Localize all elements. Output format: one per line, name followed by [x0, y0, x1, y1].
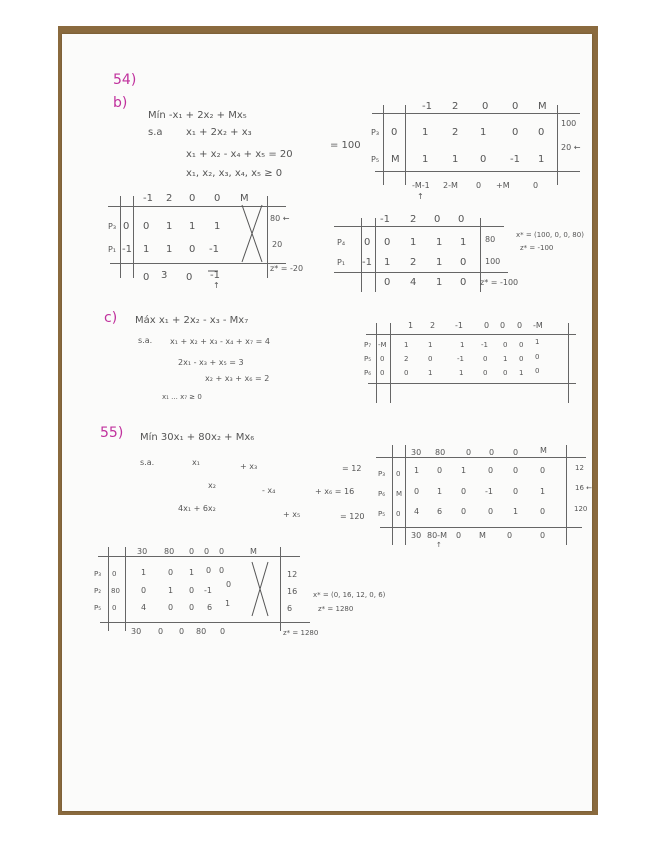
tableau-header-cell: 0 [219, 547, 225, 556]
tableau-rhs-cell: 6 [287, 604, 293, 613]
tableau-footer-cell: -M-1 [412, 181, 430, 190]
optimal-solution-x: x* = (100, 0, 0, 80) [516, 231, 584, 239]
part-b-constraint-1: x₁ + 2x₂ + x₃ [186, 127, 252, 138]
tableau-cost-cell: -M [378, 341, 387, 349]
problem-55-c2-lhs: x₂ [208, 481, 216, 490]
tableau-cell: 0 [480, 154, 487, 165]
tableau-cell: 1 [460, 237, 467, 248]
tableau-footer-cell: 0 [507, 531, 513, 540]
part-b-sa: s.a [148, 127, 163, 138]
tableau-basis-cell: P₁ [337, 258, 346, 267]
tableau-rhs-cell: 100 [561, 119, 577, 128]
tableau-footer-cell: 3 [161, 270, 168, 281]
tableau-cost-cell: 0 [391, 127, 398, 138]
tableau-cell: 1 [414, 466, 420, 475]
tableau-cell: 0 [538, 127, 545, 138]
part-b-constraint-1-rhs: = 100 [330, 140, 361, 151]
tableau-cell: 0 [168, 568, 174, 577]
tableau-cell: 1 [436, 237, 443, 248]
tableau-cell: 0 [513, 487, 519, 496]
tableau-cell: 0 [519, 355, 524, 363]
problem-55-c2-rhs: + x₆ = 16 [315, 487, 355, 496]
tableau-footer-cell: 0 [220, 627, 226, 636]
tableau-objective-value: z* = -20 [270, 264, 304, 273]
tableau-rhs-cell: 120 [574, 505, 588, 513]
tableau-cost-cell: 0 [396, 470, 401, 478]
tableau-header-cell: -M [533, 321, 543, 330]
tableau-cell: -1 [481, 341, 488, 349]
tableau-cell: 1 [166, 221, 173, 232]
part-b-label: b) [113, 95, 128, 111]
tableau-cell: 0 [503, 341, 508, 349]
tableau-cell: 1 [459, 369, 464, 377]
tableau-footer-cell: 0 [540, 531, 546, 540]
tableau-cell: 1 [538, 154, 545, 165]
tableau-footer-cell: 0 [143, 272, 150, 283]
problem-55-c1-rhs: = 12 [342, 464, 362, 473]
tableau-basis-cell: P₁ [108, 245, 117, 254]
tableau-cell: 0 [483, 369, 488, 377]
tableau-basis-cell: P₆ [364, 369, 372, 377]
tableau-cell: 1 [410, 237, 417, 248]
tableau-header-cell: M [240, 193, 249, 204]
tableau-cell: 1 [540, 487, 546, 496]
part-c-nonnegativity: x₁ ... x₇ ≥ 0 [162, 393, 202, 401]
tableau-basis-cell: P₂ [94, 587, 102, 595]
problem-55-heading: 55) [100, 425, 124, 441]
tableau-cost-cell: M [396, 490, 403, 498]
tableau-footer-cell: 0 [456, 531, 462, 540]
tableau-cell: -1 [485, 487, 493, 496]
part-b-objective: Mín -x₁ + 2x₂ + Mx₅ [148, 110, 247, 121]
tableau-cell: 0 [168, 603, 174, 612]
optimal-solution-z: z* = -100 [520, 244, 554, 252]
tableau-footer-cell: 80 [196, 627, 207, 636]
tableau-header-cell: 0 [458, 214, 465, 225]
tableau-cell: 4 [414, 507, 420, 516]
pivot-arrow-icon: ↑ [213, 281, 220, 290]
tableau-objective-value: z* = -100 [480, 278, 519, 287]
pivot-arrow-icon: ↑ [417, 192, 424, 201]
tableau-basis-cell: P₇ [364, 341, 372, 349]
tableau-cell: 1 [519, 369, 524, 377]
tableau-cell: 0 [503, 369, 508, 377]
tableau-cost-cell: 0 [380, 369, 385, 377]
tableau-cell: 1 [143, 244, 150, 255]
tableau-header-cell: 0 [482, 101, 489, 112]
tableau-cell: 1 [461, 466, 467, 475]
tableau-rhs-cell: 16 [287, 587, 298, 596]
tableau-cell: 1 [225, 599, 231, 608]
tableau-cell: 0 [461, 507, 467, 516]
part-c-sa: s.a. [138, 336, 153, 345]
tableau-cell: 2 [452, 127, 459, 138]
tableau-cell: 1 [166, 244, 173, 255]
tableau-cell: 6 [437, 507, 443, 516]
tableau-footer-cell: 0 [460, 277, 467, 288]
tableau-header-cell: 2 [452, 101, 459, 112]
tableau-objective-value: z* = 1280 [283, 629, 319, 637]
tableau-cell: 0 [513, 466, 519, 475]
tableau-cost-cell: 80 [111, 587, 120, 595]
optimal-solution-z: z* = 1280 [318, 605, 354, 613]
tableau-footer-cell: 0 [384, 277, 391, 288]
tableau-header-cell: 1 [408, 321, 414, 330]
tableau-cell: 0 [461, 487, 467, 496]
tableau-header-cell: 0 [434, 214, 441, 225]
tableau-cell: 4 [141, 603, 147, 612]
tableau-cell: -1 [457, 355, 464, 363]
tableau-cost-cell: -1 [122, 244, 132, 255]
tableau-footer-cell: 0 [179, 627, 185, 636]
tableau-cell: 1 [503, 355, 508, 363]
optimal-solution-x: x* = (0, 16, 12, 0, 6) [313, 591, 386, 599]
tableau-cell: 1 [214, 221, 221, 232]
tableau-header-cell: 0 [517, 321, 523, 330]
tableau-header-cell: M [538, 101, 547, 112]
tableau-cell: 0 [535, 367, 540, 375]
tableau-header-cell: 30 [137, 547, 148, 556]
part-c-constraint-3: x₂ + x₃ + x₆ = 2 [205, 374, 270, 383]
tableau-cell: -1 [204, 586, 212, 595]
tableau-cell: 1 [452, 154, 459, 165]
tableau-cost-cell: 0 [380, 355, 385, 363]
tableau-cell: 1 [428, 369, 433, 377]
tableau-cell: 1 [460, 341, 465, 349]
tableau-header-cell: 0 [214, 193, 221, 204]
tableau-header-cell: M [250, 547, 257, 556]
tableau-cell: 1 [535, 338, 540, 346]
tableau-cell: 1 [480, 127, 487, 138]
tableau-cell: 0 [488, 466, 494, 475]
pivot-arrow-icon: ↑ [436, 541, 442, 549]
part-b-nonnegativity: x₁, x₂, x₃, x₄, x₅ ≥ 0 [186, 168, 283, 179]
problem-55-c3-rhs: = 120 [340, 512, 365, 521]
tableau-footer-cell: 30 [131, 627, 142, 636]
tableau-footer-cell: 0 [158, 627, 164, 636]
tableau-cell: 1 [437, 487, 443, 496]
tableau-basis-cell: P₅ [378, 510, 386, 518]
tableau-header-cell: 0 [484, 321, 490, 330]
tableau-rhs-cell: 16 ← [575, 484, 592, 492]
tableau-cell: 0 [512, 127, 519, 138]
tableau-cell: 1 [168, 586, 174, 595]
part-c-constraint-2: 2x₁ - x₃ + x₅ = 3 [178, 358, 244, 367]
tableau-header-cell: 80 [435, 448, 446, 457]
problem-55-c3-lhs: 4x₁ + 6x₂ [178, 504, 216, 513]
part-b-constraint-2: x₁ + x₂ - x₄ + x₅ = 20 [186, 149, 293, 160]
tableau-footer-cell: 30 [411, 531, 422, 540]
tableau-basis-cell: P₃ [108, 222, 117, 231]
tableau-cost-cell: -1 [362, 257, 372, 268]
tableau-cell: 1 [422, 154, 429, 165]
tableau-cell: 0 [141, 586, 147, 595]
tableau-rhs-cell: 12 [575, 464, 584, 472]
tableau-cost-cell: 0 [396, 510, 401, 518]
tableau-cost-cell: 0 [112, 570, 117, 578]
tableau-cell: 0 [219, 566, 225, 575]
tableau-cell: 1 [384, 257, 391, 268]
tableau-footer-cell: M [479, 531, 486, 540]
tableau-cell: 0 [189, 244, 196, 255]
tableau-cost-cell: 0 [123, 221, 130, 232]
part-c-constraint-1: x₁ + x₂ + x₃ - x₄ + x₇ = 4 [170, 337, 270, 346]
tableau-header-cell: -1 [422, 101, 432, 112]
problem-55-c1-mid: + x₃ [240, 462, 258, 471]
tableau-header-cell: 2 [430, 321, 436, 330]
tableau-cell: 1 [436, 257, 443, 268]
tableau-rhs-cell: 100 [485, 257, 501, 266]
tableau-cell: 1 [189, 221, 196, 232]
tableau-rhs-cell: 80 ← [270, 214, 290, 223]
tableau-rhs-cell: 12 [287, 570, 298, 579]
tableau-cell: 0 [437, 466, 443, 475]
tableau-cell: 0 [540, 466, 546, 475]
tableau-footer-cell: 0 [533, 181, 539, 190]
tableau-header-cell: M [540, 446, 547, 455]
tableau-cell: -1 [209, 244, 219, 255]
tableau-cell: 0 [189, 586, 195, 595]
tableau-footer-cell: 0 [186, 272, 193, 283]
tableau-header-cell: 30 [411, 448, 422, 457]
tableau-footer-cell: 1 [436, 277, 443, 288]
problem-55-c1-lhs: x₁ [192, 458, 200, 467]
tableau-cell: 0 [189, 603, 195, 612]
tableau-header-cell: 0 [189, 547, 195, 556]
tableau-cell: 0 [519, 341, 524, 349]
tableau-basis-cell: P₃ [378, 470, 386, 478]
tableau-cell: 1 [141, 568, 147, 577]
tableau-cell: 1 [513, 507, 519, 516]
problem-55-c3-mid: + x₅ [283, 510, 301, 519]
tableau-header-cell: 0 [513, 448, 519, 457]
tableau-cell: 0 [414, 487, 420, 496]
tableau-cost-cell: 0 [112, 604, 117, 612]
tableau-header-cell: 0 [512, 101, 519, 112]
tableau-header-cell: -1 [143, 193, 153, 204]
tableau-footer-cell: 80-M [427, 531, 447, 540]
tableau-footer-cell: 0 [476, 181, 482, 190]
tableau-footer-cell: +M [496, 181, 510, 190]
tableau-cell: 0 [483, 355, 488, 363]
tableau-header-cell: 0 [466, 448, 472, 457]
problem-55-sa: s.a. [140, 458, 155, 467]
tableau-header-cell: 0 [189, 193, 196, 204]
tableau-cell: 0 [488, 507, 494, 516]
tableau-basis-cell: P₆ [378, 490, 386, 498]
tableau-cost-cell: 0 [364, 237, 371, 248]
tableau-cell: 2 [410, 257, 417, 268]
tableau-cell: 0 [226, 580, 232, 589]
problem-55-c2-mid: - x₄ [262, 486, 276, 495]
tableau-basis-cell: P₃ [371, 128, 380, 137]
tableau-footer-cell: 2-M [443, 181, 458, 190]
part-c-objective: Máx x₁ + 2x₂ - x₃ - Mx₇ [135, 315, 249, 326]
part-c-label: c) [104, 310, 118, 326]
tableau-header-cell: -1 [455, 321, 463, 330]
problem-54-heading: 54) [113, 72, 137, 88]
tableau-cell: 1 [422, 127, 429, 138]
tableau-cell: 0 [404, 369, 409, 377]
tableau-basis-cell: P₅ [371, 155, 380, 164]
tableau-cell: 0 [384, 237, 391, 248]
tableau-cell: 0 [540, 507, 546, 516]
tableau-cell: 0 [143, 221, 150, 232]
tableau-header-cell: -1 [380, 214, 390, 225]
tableau-rhs-cell: 80 [485, 235, 496, 244]
tableau-cost-cell: M [391, 154, 400, 165]
tableau-rhs-cell: 20 [272, 240, 283, 249]
tableau-rhs-cell: 20 ← [561, 143, 581, 152]
tableau-basis-cell: P₅ [94, 604, 102, 612]
tableau-basis-cell: P₄ [337, 238, 346, 247]
tableau-basis-cell: P₅ [364, 355, 372, 363]
tableau-cell: -1 [510, 154, 520, 165]
tableau-header-cell: 0 [500, 321, 506, 330]
tableau-header-cell: 2 [410, 214, 417, 225]
tableau-footer-cell: -1 [210, 270, 220, 281]
tableau-header-cell: 0 [489, 448, 495, 457]
tableau-cell: 6 [207, 603, 213, 612]
tableau-cell: 1 [428, 341, 433, 349]
tableau-cell: 0 [428, 355, 433, 363]
tableau-footer-cell: 4 [410, 277, 417, 288]
tableau-cell: 1 [189, 568, 195, 577]
tableau-cell: 1 [404, 341, 409, 349]
tableau-cell: 0 [535, 353, 540, 361]
tableau-cell: 2 [404, 355, 409, 363]
tableau-header-cell: 2 [166, 193, 173, 204]
tableau-basis-cell: P₃ [94, 570, 102, 578]
tableau-cell: 0 [206, 566, 212, 575]
tableau-header-cell: 0 [204, 547, 210, 556]
tableau-cell: 0 [460, 257, 467, 268]
problem-55-objective: Mín 30x₁ + 80x₂ + Mx₆ [140, 432, 255, 443]
tableau-header-cell: 80 [164, 547, 175, 556]
